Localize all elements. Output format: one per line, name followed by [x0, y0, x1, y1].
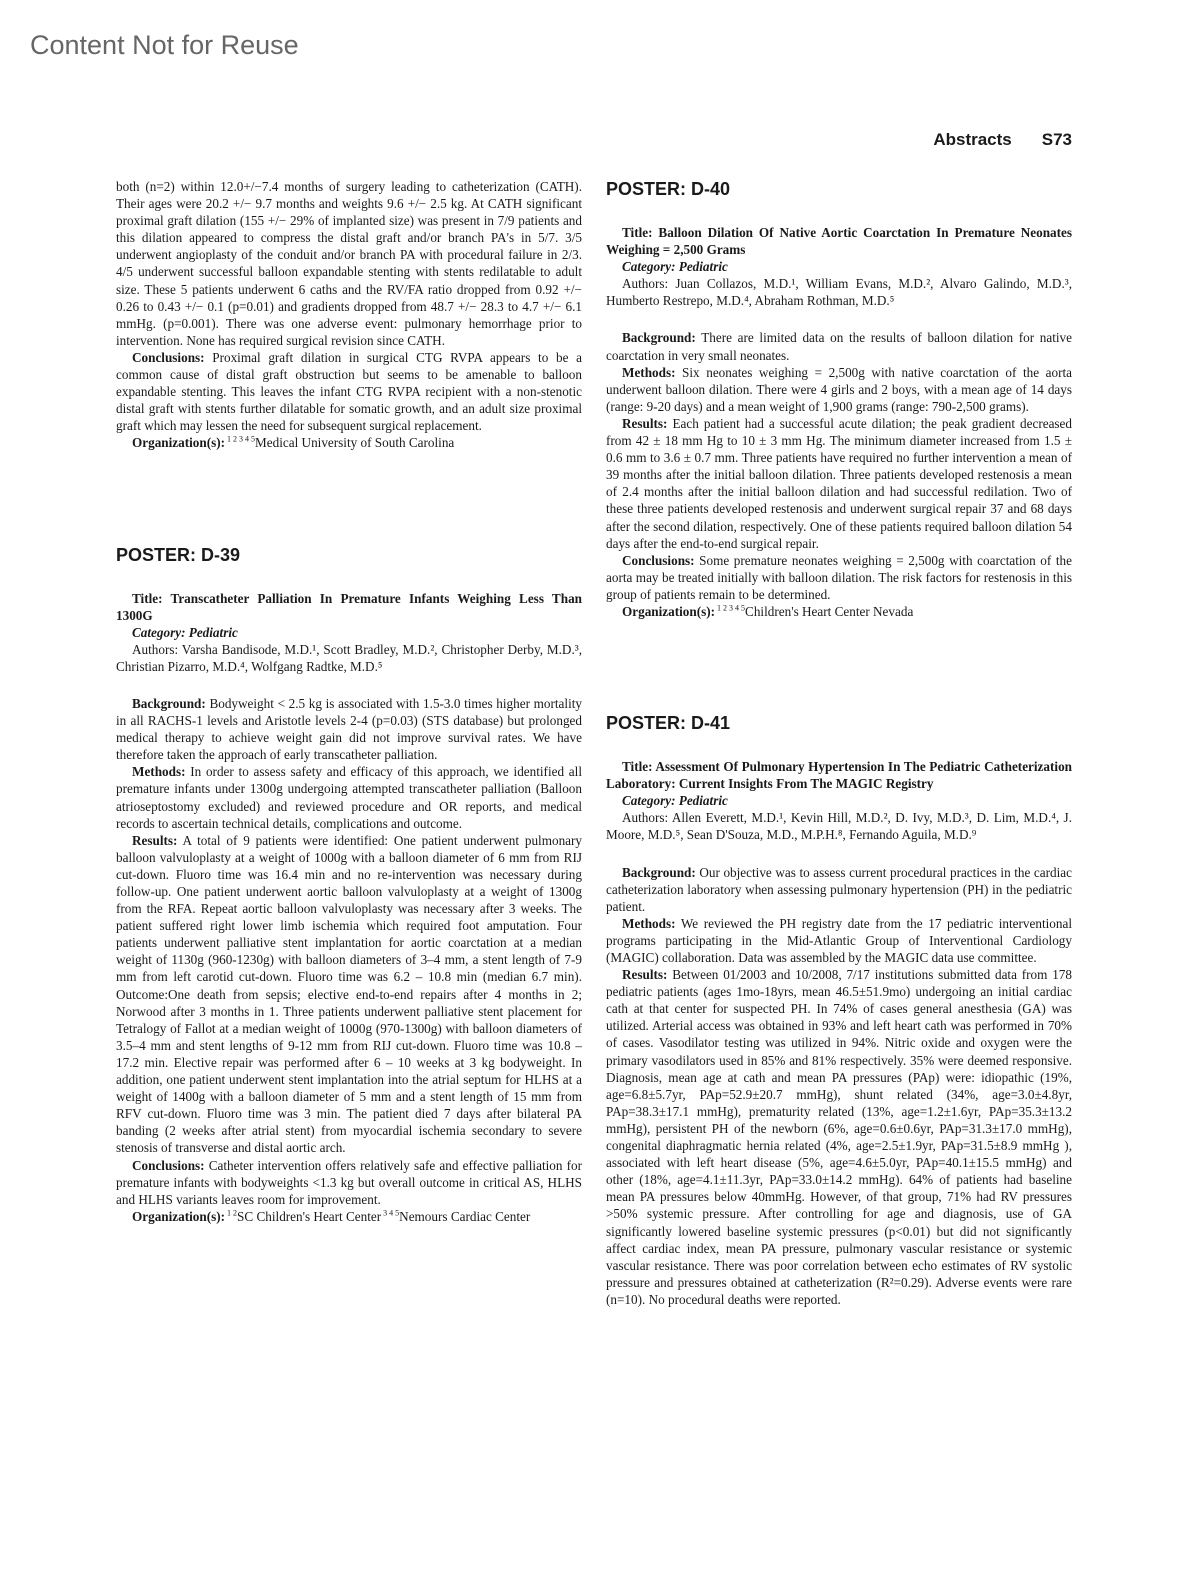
organization-affiliation-numbers: 1 2 3 4 5	[715, 603, 746, 613]
right-column	[606, 178, 1072, 1308]
abstract-category: Category: Pediatric	[622, 793, 728, 809]
results-label: Results:	[622, 967, 668, 983]
abstract-methods	[116, 763, 582, 831]
background-label: Background:	[622, 864, 696, 880]
organization-name: SC Children's Heart Center	[237, 1208, 382, 1224]
abstract-results	[116, 832, 582, 1157]
methods-label: Methods:	[132, 764, 186, 780]
background-label: Background:	[132, 695, 206, 711]
continuation-conclusions	[116, 349, 582, 434]
abstract-background	[606, 329, 1072, 363]
abstract-organization	[606, 603, 1072, 620]
methods-label: Methods:	[622, 915, 676, 931]
methods-label: Methods:	[622, 364, 676, 380]
abstract-conclusions	[116, 1157, 582, 1208]
running-head	[933, 130, 1072, 150]
conclusions-label: Conclusions:	[132, 1157, 205, 1173]
abstract-title: Title: Assessment Of Pulmonary Hypertension In The Pediatric Catheterization Laboratory: Current Insights From The MAGIC Registry	[606, 759, 1072, 792]
abstract-category: Category: Pediatric	[622, 259, 728, 275]
methods-text: We reviewed the PH registry date from the 17 pediatric interventional programs participating in the Mid-Atlantic Group of Interventional Cardiology (MAGIC) collaboration. Data was assembled by the MAGIC data use committee.	[606, 915, 1072, 965]
abstract-results	[606, 415, 1072, 552]
abstract-authors: Authors: Varsha Bandisode, M.D.¹, Scott Bradley, M.D.², Christopher Derby, M.D.³, Christian Pizarro, M.D.⁴, Wolfgang Radtke, M.D.⁵	[116, 641, 582, 674]
conclusions-text: Some premature neonates weighing = 2,500g with coarctation of the aorta may be treated initially with balloon dilation. The risk factors for restenosis in this group of patients remain to be determined.	[606, 552, 1072, 602]
results-text: A total of 9 patients were identified: One patient underwent pulmonary balloon valvuloplasty at a weight of 1000g with a balloon diameter of 6 mm from RIJ cut-down. Fluoro time was 16.4 min and no re-intervention was necessary during follow-up. One patient underwent aortic balloon valvuloplasty at a weight of 1300g from the RFA. Repeat aortic balloon valvuloplasty was necessary after 3 weeks. The patient suffered right lower limb ischemia which required foot amputation. Four patients underwent palliative stent implantation for aortic coarctation at a median weight of 1130g (960-1230g) with balloon diameters of 3–4 mm, a stent length of 7-9 mm from left carotid cut-down. Fluoro time was 6.2 – 10.8 min (median 6.7 min). Outcome:One death from sepsis; elective end-to-end repairs after 4 months in 2; Norwood after 3 months in 1. Three patients underwent palliative stent placement for Tetralogy of Fallot at a median weight of 1000g (970-1300g) with balloon diameters of 3.5–4 mm and stent lengths of 9-12 mm from RIJ cut-down. Fluoro time was 10.8 – 17.2 min. Elective repair was performed after 6 – 10 weeks at 3 kg bodyweight. In addition, one patient underwent stent implantation into the atrial septum for HLHS at a weight of 1400g with a balloon diameter of 5 mm and a stent length of 15 mm from RFV cut-down. Fluoro time was 3 min. The patient died 7 days after bilateral PA banding (2 weeks after atrial stent) from myocardial ischemia secondary to severe stenosis of transverse and distal aortic arch.	[116, 832, 582, 1156]
abstract-methods	[606, 364, 1072, 415]
organization-affiliation-numbers: 1 2 3 4 5	[225, 435, 256, 445]
abstract-organization	[116, 1208, 582, 1225]
organization-label: Organization(s):	[132, 1208, 226, 1224]
methods-text: Six neonates weighing = 2,500g with native coarctation of the aorta underwent balloon dilation. There were 4 girls and 2 boys, with a mean age of 14 days (range: 9-20 days) and a mean weight of 1,900 grams (range: 790-2,500 grams).	[606, 364, 1072, 414]
background-label: Background:	[622, 330, 696, 346]
abstract-title: Title: Transcatheter Palliation In Premature Infants Weighing Less Than 1300G	[116, 590, 582, 623]
methods-text: In order to assess safety and efficacy of this approach, we identified all premature infants under 1300g undergoing attempted transcatheter palliation (Balloon atrioseptostomy excluded) and reviewed procedure and OR reports, and medical records to ascertain technical details, complications and outcome.	[116, 764, 582, 831]
organization-name: Medical University of South Carolina	[255, 435, 455, 451]
conclusions-text: Proximal graft dilation in surgical CTG RVPA appears to be a common cause of distal graft obstruction but seems to be amenable to balloon expandable stenting. This leaves the infant CTG RVPA recipient with a non-stenotic distal graft with stents further dilatable for somatic growth, and an adult size proximal graft which may lessen the need for subsequent surgical replacement.	[116, 349, 582, 434]
poster-heading-d39: POSTER: D-39	[116, 544, 241, 565]
organization-affiliation-numbers: 1 2	[225, 1208, 238, 1218]
section-name: Abstracts	[933, 130, 1012, 149]
abstract-background	[606, 864, 1072, 915]
abstract-conclusions	[606, 552, 1072, 603]
organization-name: Nemours Cardiac Center	[399, 1208, 531, 1224]
abstract-background	[116, 695, 582, 763]
poster-heading-d40: POSTER: D-40	[606, 179, 731, 199]
organization-affiliation-numbers: 3 4 5	[381, 1208, 400, 1218]
continuation-organization	[116, 434, 582, 451]
organization-name: Children's Heart Center Nevada	[745, 603, 914, 619]
abstract-category: Category: Pediatric	[132, 624, 238, 640]
results-label: Results:	[132, 832, 178, 848]
results-label: Results:	[622, 415, 668, 431]
background-text: Bodyweight < 2.5 kg is associated with 1.5-3.0 times higher mortality in all RACHS-1 levels and Aristotle levels 2-4 (p=0.03) (STS database) but prolonged medical therapy to achieve weight gain did not improve survival rates. We have therefore taken the approach of early transcatheter palliation.	[116, 695, 582, 763]
poster-heading-d41: POSTER: D-41	[606, 713, 731, 734]
conclusions-label: Conclusions:	[622, 552, 695, 568]
abstract-methods	[606, 915, 1072, 966]
left-column	[116, 178, 582, 1225]
conclusions-label: Conclusions:	[132, 349, 205, 365]
watermark: Content Not for Reuse	[30, 30, 299, 60]
conclusions-text: Catheter intervention offers relatively safe and effective palliation for premature infants with bodyweights <1.3 kg but overall outcome in critical AS, HLHS and HLHS variants leaves room for improvement.	[116, 1157, 582, 1207]
page-number: S73	[1041, 130, 1072, 149]
background-text: Our objective was to assess current procedural practices in the cardiac catheterization laboratory when assessing pulmonary hypertension (PH) in the pediatric patient.	[606, 864, 1072, 914]
organization-label: Organization(s):	[132, 435, 226, 451]
continuation-text: both (n=2) within 12.0+/−7.4 months of surgery leading to catheterization (CATH). Their ages were 20.2 +/− 9.7 months and weights 9.6 +/− 2.5 kg. At CATH significant proximal graft dilation (155 +/− 29% of implanted size) was present in 7/9 patients and this dilation appeared to compress the distal graft and/or branch PA's in 5/7. 3/5 underwent angioplasty of the conduit and/or branch PA with procedural failure in 2/3. 4/5 underwent successful balloon expandable stenting with stents redilatable to adult size. These 5 patients underwent 6 caths and the RV/FA ratio dropped from 0.92 +/− 0.26 to 0.43 +/− 0.1 (p=0.01) and gradients dropped from 48.7 +/− 28.3 to 4.7 +/− 6.1 mmHg. (p=0.001). There was one adverse event: pulmonary hemorrhage prior to intervention. None has required surgical revision since CATH.	[116, 179, 582, 348]
background-text: There are limited data on the results of balloon dilation for native coarctation in very small neonates.	[606, 330, 1072, 363]
abstract-authors: Authors: Allen Everett, M.D.¹, Kevin Hill, M.D.², D. Ivy, M.D.³, D. Lim, M.D.⁴, J. Moore, M.D.⁵, Sean D'Souza, M.D., M.P.H.⁸, Fernando Aguila, M.D.⁹	[606, 810, 1072, 843]
abstract-title: Title: Balloon Dilation Of Native Aortic Coarctation In Premature Neonates Weighing = 2,500 Grams	[606, 225, 1072, 258]
abstract-results	[606, 966, 1072, 1308]
organization-label: Organization(s):	[622, 603, 716, 619]
results-text: Between 01/2003 and 10/2008, 7/17 institutions submitted data from 178 pediatric patients (ages 1mo-18yrs, mean 46.5±51.9mo) undergoing an initial cardiac cath at that center for suspected PH. In 74% of cases general anesthesia (GA) was utilized. Arterial access was obtained in 93% and left heart cath was performed in 70% of cases. Vasodilator testing was utilized in 94%. Nitric oxide and oxygen were the primary vasodilators used in 85% and 81% respectively. 35% were deemed responsive. Diagnosis, mean age at cath and mean PA pressures (PAp) were: idiopathic (19%, age=6.8±5.7yr, PAp=52.9±20.7 mmHg), shunt related (34%, age=3.0±4.8yr, PAp=38.3±17.1 mmHg), prematurity related (13%, age=1.2±1.6yr, PAp=35.3±13.2 mmHg), persistent PH of the newborn (6%, age=0.6±0.6yr, PAp=31.3±17.0 mmHg), congenital diaphragmatic hernia related (4%, age=2.5±1.9yr, PAp=31.5±8.9 mmHg ), associated with left heart disease (5%, age=4.6±5.0yr, PAp=40.1±15.5 mmHg) and other (18%, age=4.1±11.3yr, PAp=33.0±14.2 mmHg). 64% of patients had baseline mean PA pressures below 40mmHg. However, of that group, 71% had RV pressures >50% systemic pressure. After controlling for age and diagnosis, use of GA significantly lowered baseline systemic pressures (p<0.01) but did not significantly affect cardiac index, mean PA pressure, pulmonary vascular resistance or systemic vascular resistance. There was poor correlation between echo estimates of RV systolic pressure and pressures obtained at catheterization (R²=0.29). Adverse events were rare (n=10). No procedural deaths were reported.	[606, 967, 1072, 1307]
results-text: Each patient had a successful acute dilation; the peak gradient decreased from 42 ± 18 mm Hg to 10 ± 3 mm Hg. The minimum diameter increased from 1.5 ± 0.6 mm to 3.6 ± 0.7 mm. Three patients have required no further intervention a mean of 39 months after the initial balloon dilation. Three patients developed restenosis a mean of 2.4 months after the initial balloon dilation and had successful redilation. Two of these three patients developed restenosis and underwent surgical repair 37 and 68 days after the second dilation, respectively. One of these patients required balloon dilation 54 days after the end-to-end surgical repair.	[606, 415, 1072, 551]
abstract-authors: Authors: Juan Collazos, M.D.¹, William Evans, M.D.², Alvaro Galindo, M.D.³, Humberto Restrepo, M.D.⁴, Abraham Rothman, M.D.⁵	[606, 276, 1072, 309]
